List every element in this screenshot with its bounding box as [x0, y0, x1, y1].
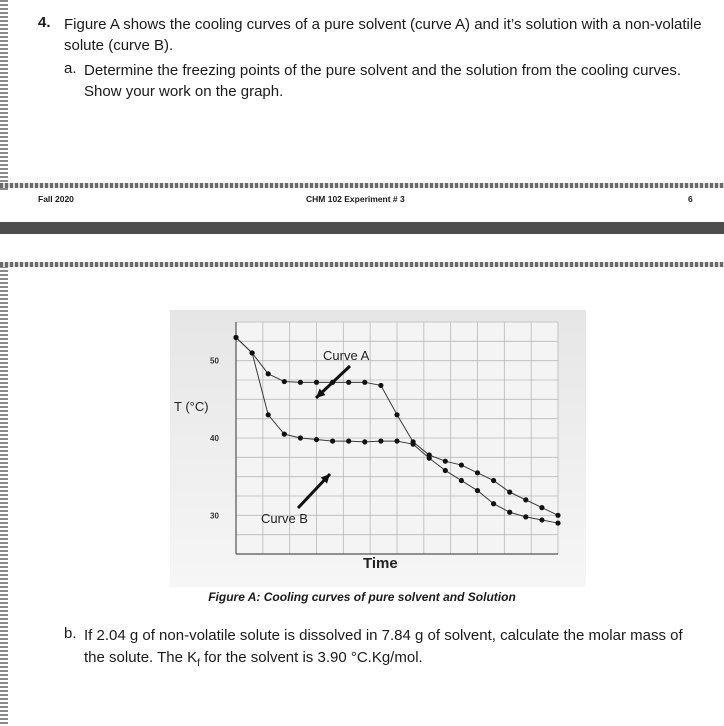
curve-a-point [346, 380, 351, 385]
curve-a-point [507, 490, 512, 495]
curve-b-point [314, 437, 319, 442]
part-b-label: b. [64, 625, 77, 642]
page-break-band [0, 222, 724, 234]
curve-b-point [250, 350, 255, 355]
curve-b-point [394, 438, 399, 443]
curve-b-point [298, 435, 303, 440]
curve-b-point [539, 517, 544, 522]
curve-a-point [523, 497, 528, 502]
y-tick-label: 30 [210, 511, 219, 521]
footer-page-number: 6 [688, 194, 693, 204]
x-axis-label: Time [363, 555, 398, 572]
y-tick-label: 50 [210, 356, 219, 366]
curve-b-point [233, 335, 238, 340]
curve-b-point [346, 438, 351, 443]
curve-a-point [491, 478, 496, 483]
curve-b-label: Curve B [261, 511, 308, 526]
curve-a-point [282, 379, 287, 384]
curve-b-point [378, 438, 383, 443]
y-axis-label: T (°C) [174, 399, 209, 414]
curve-a-point [475, 470, 480, 475]
curve-b-point [491, 501, 496, 506]
footer-center: CHM 102 Experiment # 3 [306, 194, 405, 204]
kf-subscript: f [197, 658, 200, 669]
curve-a-point [459, 462, 464, 467]
part-b-text-after: for the solvent is 3.90 °C.Kg/mol. [199, 649, 423, 666]
curve-b-point [443, 468, 448, 473]
curve-a-point [555, 513, 560, 518]
part-a-text: Determine the freezing points of the pure solvent and the solution from the cooling curves. Show your work on the graph. [84, 62, 682, 100]
cooling-curve-chart [170, 310, 586, 587]
curve-a-point [266, 371, 271, 376]
curve-b-point [523, 514, 528, 519]
curve-b-point [475, 488, 480, 493]
curve-b-point [507, 510, 512, 515]
question-text: Figure A shows the cooling curves of a pure solvent (curve A) and it’s solution with a non-volatile solute (curve B). [64, 16, 702, 54]
curve-b-point [427, 456, 432, 461]
footer-divider [0, 183, 724, 188]
footer-left: Fall 2020 [38, 194, 74, 204]
figure-caption: Figure A: Cooling curves of pure solvent and Solution [208, 590, 516, 604]
curve-b-point [282, 432, 287, 437]
part-b-text [84, 625, 704, 675]
question-number: 4. [38, 14, 51, 31]
header-divider [0, 262, 724, 267]
page-edge-upper [0, 0, 8, 190]
curve-a-point [394, 412, 399, 417]
curve-b-point [266, 412, 271, 417]
y-tick-label: 40 [210, 434, 219, 443]
curve-b-point [459, 478, 464, 483]
curve-b-point [330, 438, 335, 443]
curve-a-point [539, 505, 544, 510]
curve-b-point [555, 520, 560, 525]
curve-a-point [362, 380, 367, 385]
curve-a-point [298, 380, 303, 385]
part-b-text-before: If 2.04 g of non-volatile solute is dissolved in 7.84 g of solvent, calculate the molar mass of the solute. The K [84, 627, 683, 666]
curve-a-label: Curve A [323, 348, 370, 363]
page-break-gap [0, 234, 724, 262]
part-a-label: a. [64, 60, 77, 77]
cooling-curve-figure [170, 310, 586, 587]
curve-b-point [411, 442, 416, 447]
curve-a-point [378, 383, 383, 388]
curve-a-point [443, 459, 448, 464]
curve-a-point [314, 380, 319, 385]
curve-b-point [362, 439, 367, 444]
page-edge-lower [0, 262, 8, 726]
